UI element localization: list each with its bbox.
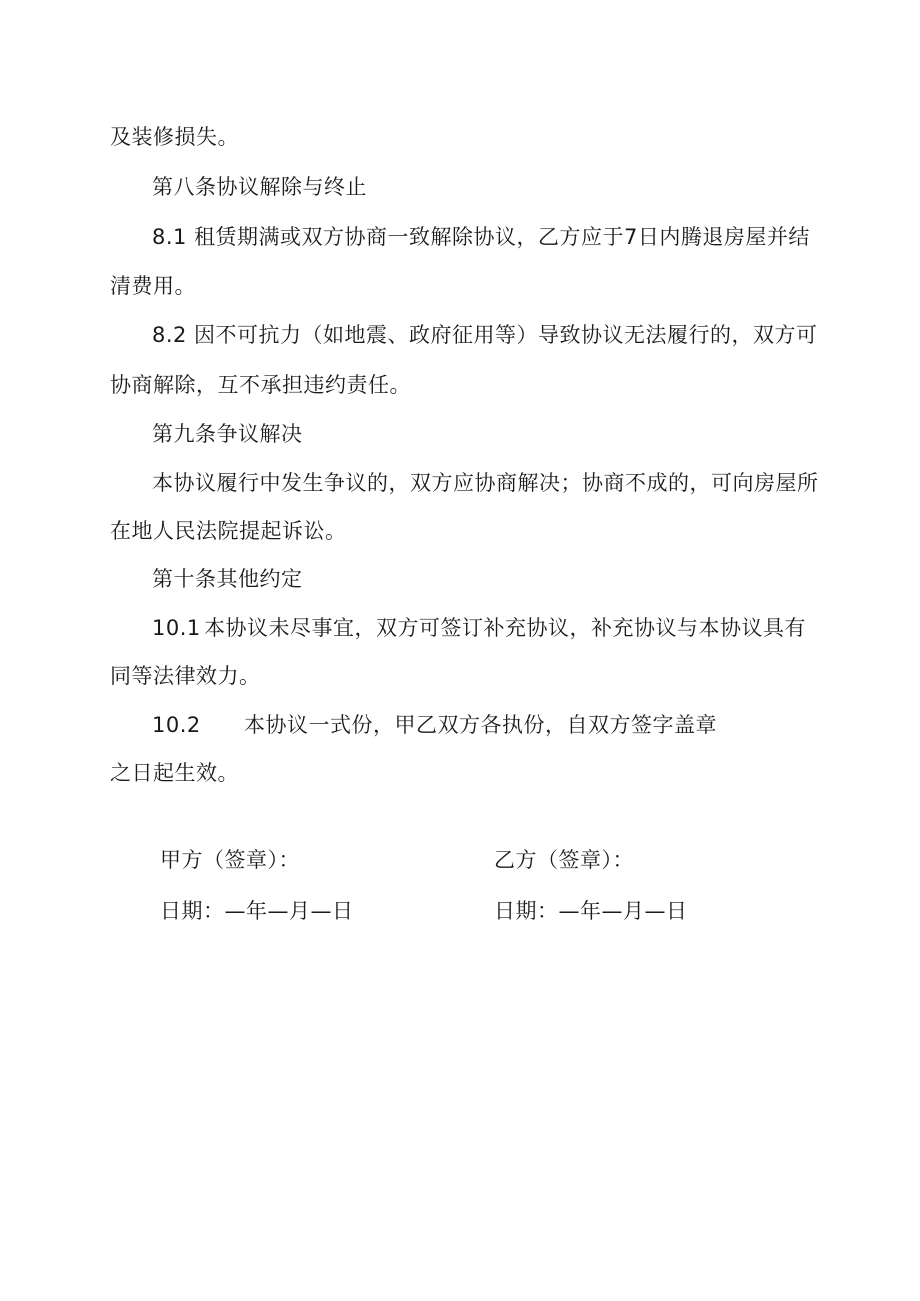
paragraph-line: 之日起生效。 bbox=[110, 761, 239, 785]
clause-10-1 bbox=[152, 613, 806, 643]
section-heading-10: 第十条其他约定 bbox=[152, 567, 303, 591]
clause-10-2 bbox=[152, 710, 717, 740]
party-a-signature-label: 甲方（签章）： bbox=[160, 848, 300, 872]
clause-number: 10.1 bbox=[152, 616, 201, 640]
section-heading-9: 第九条争议解决 bbox=[152, 422, 303, 446]
paragraph-line: 同等法律效力。 bbox=[110, 664, 261, 688]
party-b-signature-label: 乙方（签章）： bbox=[494, 848, 634, 872]
clause-8-2 bbox=[152, 320, 818, 350]
clause-8-1 bbox=[152, 222, 810, 252]
party-a-date: 日期：—年—月—日 bbox=[160, 899, 354, 923]
clause-text: 本协议未尽事宜，双方可签订补充协议，补充协议与本协议具有 bbox=[204, 616, 806, 640]
party-b-date: 日期：—年—月—日 bbox=[494, 899, 688, 923]
paragraph-line: 本协议履行中发生争议的，双方应协商解决；协商不成的，可向房屋所 bbox=[152, 471, 819, 495]
paragraph-line: 在地人民法院提起诉讼。 bbox=[110, 519, 347, 543]
clause-number: 8.2 bbox=[152, 323, 187, 347]
section-heading-8: 第八条协议解除与终止 bbox=[152, 175, 367, 199]
clause-text: 因不可抗力（如地震、政府征用等）导致协议无法履行的，双方可 bbox=[194, 323, 818, 347]
paragraph-line: 协商解除，互不承担违约责任。 bbox=[110, 373, 411, 397]
paragraph-line: 及装修损失。 bbox=[110, 125, 239, 149]
clause-number: 10.2 bbox=[152, 713, 201, 737]
paragraph-line: 清费用。 bbox=[110, 274, 196, 298]
clause-text: 本协议一式份，甲乙双方各执份，自双方签字盖章 bbox=[244, 713, 717, 737]
clause-text: 租赁期满或双方协商一致解除协议，乙方应于7日内腾退房屋并结 bbox=[194, 225, 810, 249]
clause-number: 8.1 bbox=[152, 225, 187, 249]
